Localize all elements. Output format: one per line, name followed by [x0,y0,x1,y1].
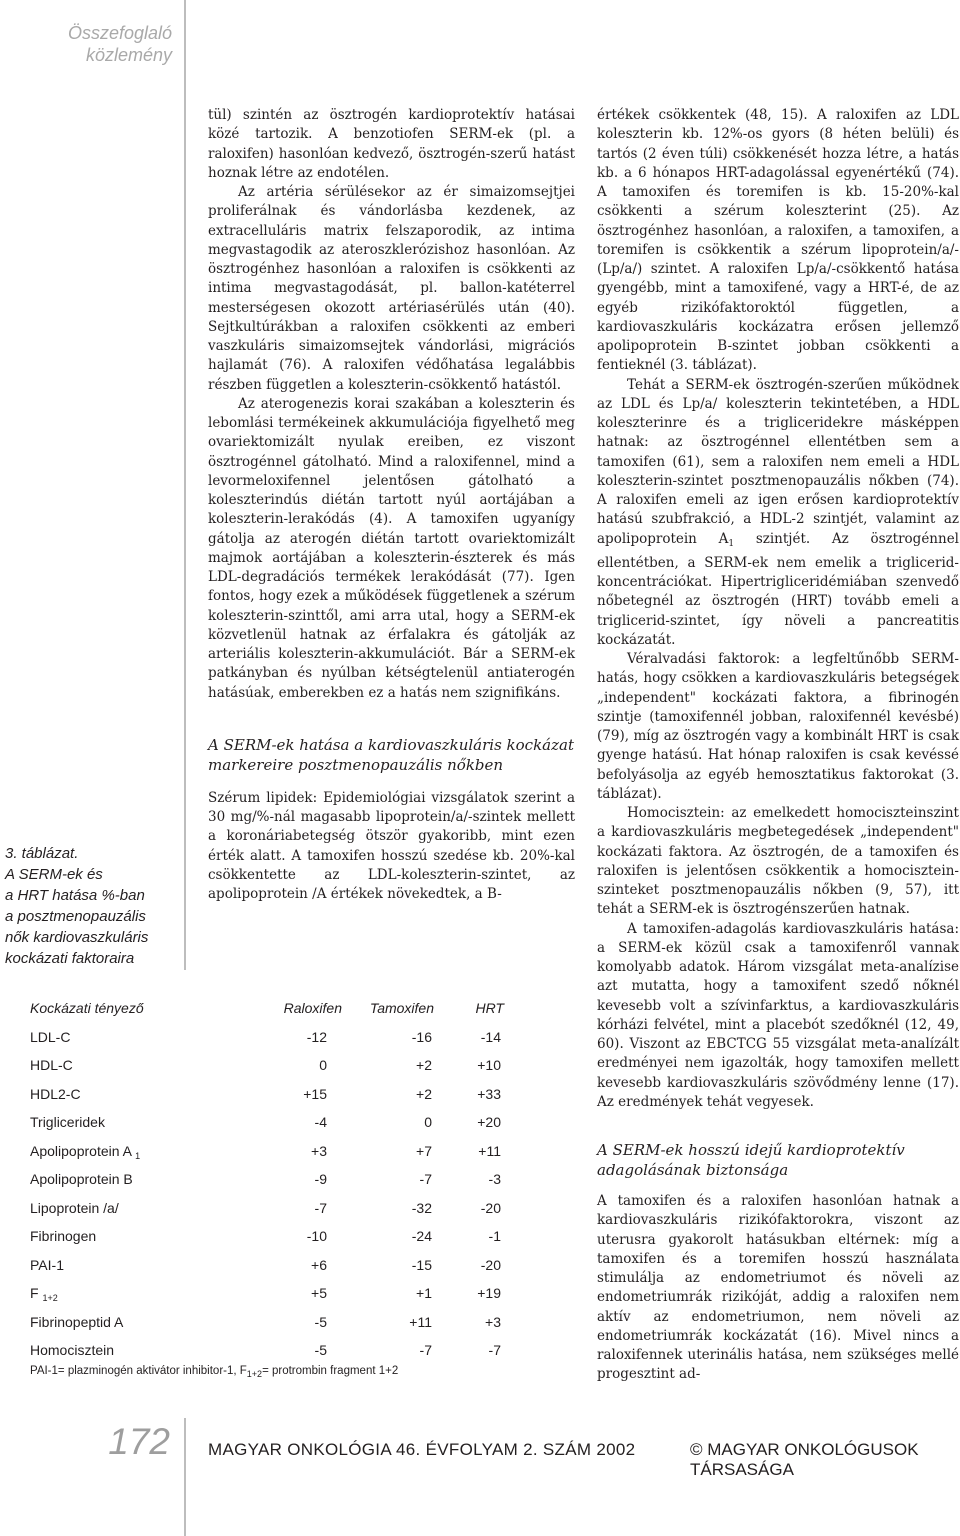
table-cell-tamoxifen [412,1222,432,1251]
table-cell-factor-text: Apolipoprotein B [30,1171,133,1187]
table-body [30,1023,512,1365]
table-row [30,1023,512,1052]
table-cell-hrt-text: -20 [480,1256,501,1273]
section-heading: A SERM-ek hosszú idejű kardioprotektív adagolásának biztonsága [597,1141,905,1179]
table-cell-factor [30,1023,70,1052]
table-caption-line: 3. táblázat. [5,845,79,862]
table-cell-raloxifen [307,1023,327,1052]
article-column-right [597,106,959,1385]
table-header-row [30,994,512,1023]
page-number: 172 [108,1421,170,1462]
table-header-cell: Kockázati tényező [30,1000,144,1016]
table-cell-tamoxifen [420,1165,432,1194]
table-cell-tamoxifen [424,1108,432,1137]
table-cell-tamoxifen [416,1051,432,1080]
table-cell-factor [30,1165,133,1194]
table-cell-raloxifen-text: -5 [314,1342,327,1358]
table-cell-tamoxifen [416,1279,432,1308]
subscript: 1+2 [42,1293,58,1303]
table-cell-factor-text: Trigliceridek [30,1114,105,1130]
table-cell-factor-text: LDL-C [30,1028,71,1045]
paragraph: Az artéria sérülésekor az ér simaizomsejtjei proliferálnak és vándorlásba kezdenek, az extracelluláris matrix felszaporodik, az intima megvastagodik az ateroszklerózishoz hasonlóan. Az ösztrogénhez hasonlóan a raloxifen is csökkenti az intima megvastagodását, pl. ballon-katéterrel mesterségesen okozott artériasérülés után (40). Sejtkultúrákban a raloxifen csökkenti az emberi vaszkuláris simaizomsejtek vándorlási, migrációs hajlamát (76). A raloxifen védőhatása legalábbis részben független a koleszterin-csökkentő hatástól. [208,184,575,393]
table-cell-factor [30,1108,105,1137]
table-cell-tamoxifen-text: 0 [424,1114,432,1130]
table-cell-hrt [477,1051,501,1080]
margin-rule-top [184,0,186,970]
paragraph: Véralvadási faktorok: a legfeltűnőbb SERM-hatás, hogy csökken a kardiovaszkuláris betegségek „independent" kockázati faktora, a fibrinogén szintje (tamoxifennél jobban, raloxifennél kevésbé) (79), míg az ösztrogén vagy a kombinált HRT is csak gyenge hatású. Hat hónap raloxifen is csak kevéssé befolyásolja az egyéb hemosztatikus faktorokat (3. táblázat). [597,651,959,802]
section-label-line2: közlemény [85,45,172,65]
paragraph-text: Tehát a SERM-ek ösztrogén-szerűen működnek az LDL és Lp/a/ koleszterin tekintetében, a HDL koleszterinre és a trigliceridekre másképpen hatnak: az ösztrogénnel ellentétben sem a tamoxifen (61), sem a raloxifen nem emeli a HDL koleszterin-szintet posztmenopauzális nőkben (74). A raloxifen emeli az igen erősen kardioprotektív hatású szubfrakció, a HDL-2 szintjét, valamint az apolipoprotein A [597,376,959,547]
table-row [30,1080,512,1109]
table-cell-factor [30,1080,81,1109]
risk-factor-table [30,994,512,1365]
paragraph: Szérum lipidek: Epidemiológiai vizsgálatok szerint a 30 mg/%-nál magasabb lipoprotein/a/-szintek mellett a koronáriabetegség ötször gyakoribb, mint ezen érték alatt. A tamoxifen hosszú szedése kb. 20%-kal csökkentette az LDL-koleszterin-szintet, az apolipoprotein /A értékek növekedtek, a B- [208,789,575,902]
table-cell-tamoxifen-text: +7 [416,1142,432,1159]
table-cell-tamoxifen [416,1080,432,1109]
subscript: 1+2 [246,1369,263,1379]
table-cell-tamoxifen-text: -32 [411,1199,432,1216]
table-cell-hrt [489,1222,501,1251]
table-cell-tamoxifen [416,1137,432,1166]
section-label [0,22,172,66]
table-caption-line: nők kardiovaszkuláris [5,929,149,946]
table-cell-raloxifen [315,1165,327,1194]
table-row [30,1194,512,1223]
table-header-cell: Raloxifen [283,1000,342,1016]
table-cell-tamoxifen [420,1336,432,1365]
table-header-cell: HRT [475,1000,504,1016]
table-cell-factor-text: HDL2-C [30,1085,81,1102]
table-row [30,1137,512,1166]
section-label-line1: Összefoglaló [67,23,172,43]
paragraph: értékek csökkentek (48, 15). A raloxifen az LDL koleszterin kb. 12%-os gyors (8 héten belüli) és tartós (2 éven túli) csökkenését hozza létre, a hatás kb. a 6 hónapos HRT-adagolással egyenértékű (74). A tamoxifen és toremifen is kb. 15-20%-kal csökkenti a szérum koleszterint (25). Az ösztrogénhez hasonlóan, a raloxifen, a tamoxifen, a toremifen is csökkentik a szérum lipoprotein/a/- (Lp/a/) szintet. A raloxifen Lp/a/-csökkentő hatása gyengébb, mint a tamoxifené, vagy a HRT-é, de az egyéb rizikófaktoroktól független, a kardiovaszkuláris kockázatra erősen jellemző apolipoprotein B-szintet jobban csökkenti a fentieknél (3. táblázat). [597,107,959,374]
table-cell-factor [30,1251,64,1280]
table-cell-hrt-text: +20 [477,1114,501,1130]
table-row [30,1308,512,1337]
table-cell-raloxifen-text: -12 [306,1028,327,1045]
table-cell-tamoxifen [409,1308,432,1337]
table-cell-factor [30,1051,73,1080]
footnote-text: = protrombin fragment 1+2 [262,1365,399,1377]
table-cell-raloxifen [311,1251,327,1280]
table-cell-raloxifen-text: -9 [314,1171,327,1187]
table-cell-hrt-text: +19 [477,1285,501,1301]
table-cell-factor [30,1336,114,1365]
paragraph-text: szintjét. Az ösztrogénnel ellentétben, a SERM-ek nem emelik a triglicerid-koncentrációkat. Hipertrigliceridémiában szenvedő nőbetegnél az ösztrogén (HRT) tovább emeli a triglicerid-szintet, így növeli a pancreatitis kockázatát. [597,530,960,648]
article-column-middle [208,106,575,904]
table-row [30,1222,512,1251]
table-cell-hrt-text: -7 [488,1342,501,1358]
table-row [30,1051,512,1080]
table-cell-raloxifen-text: -5 [314,1313,327,1330]
table-cell-factor-text: Lipoprotein /a/ [30,1199,119,1216]
table-cell-hrt [481,1023,501,1052]
table-cell-tamoxifen [412,1023,432,1052]
table-cell-factor-text: F [30,1285,39,1301]
table-cell-hrt [485,1308,501,1337]
table-caption [5,843,173,969]
table-cell-hrt [477,1279,501,1308]
margin-rule-footer [184,1418,186,1536]
subscript: 1 [135,1150,141,1161]
paragraph [597,376,959,651]
table-cell-hrt-text: +3 [485,1313,501,1330]
copyright-footer: © MAGYAR ONKOLÓGUSOK TÁRSASÁGA [690,1440,919,1479]
table-cell-raloxifen-text: +3 [311,1142,327,1159]
subscript: 1 [728,538,735,549]
table-cell-raloxifen [315,1308,327,1337]
table-cell-factor [30,1222,96,1251]
table-row [30,1108,512,1137]
table-cell-tamoxifen-text: -24 [411,1228,432,1244]
table-cell-tamoxifen-text: +2 [416,1057,432,1073]
paragraph: A tamoxifen és a raloxifen hasonlóan hatnak a kardiovaszkuláris rizikófaktorokra, viszont az uterusra gyakorolt hatásukban eltérnek: míg a tamoxifen és a toremifen hosszú használata stimulálja az endometriumot és növeli az endometriumrák rizikóját, addig a raloxifen nem aktív az endometriumon, nem növeli az endometriumrák kockázatát (16). Mivel nincs a raloxifennek uterinális hatása, nem szükséges mellé progesztint ad- [597,1193,959,1383]
paragraph: Az aterogenezis korai szakában a koleszterin és lebomlási termékeinek akkumulációja figyelhető meg ovariektomizált nyulak ereiben, ez viszont ösztrogénnel gátolható. Mind a raloxifennel, mind a levormeloxifennel jelentősen gátolható a koleszterindús diétán tartott nyúl aortájában a koleszterin-lerakódás (4). A tamoxifen ugyanígy gátolja az aterogén diétán tartott ovariektomizált majmok aortájában a koleszterin-észterek és más LDL-degradációs termékek lerakódását (77). Igen fontos, hogy ezek a működések függetlenek a szérum koleszterin-szinttől, ami arra utal, hogy a SERM-ek közvetlenül hatnak az érfalakra és gátolják az arteriális koleszterin-akkumulációt. Bár a SERM-ek patkányban és nyúlban kétségtelenül antiaterogén hatásúak, emberekben ez a hatás nem szignifikáns. [208,395,575,701]
table-cell-factor-text: PAI-1 [30,1256,64,1273]
table-cell-raloxifen-text: -4 [314,1114,327,1130]
paragraph: tül) szintén az ösztrogén kardioprotektív hatásai közé tartozik. A benzotiofen SERM-ek (pl. a raloxifen) hasonlóan kedvező, ösztrogén-szerű hatást hoznak létre az endotélen. [208,107,575,181]
table-cell-hrt-text: +33 [477,1085,501,1102]
table-header-cell: Tamoxifen [369,1000,434,1016]
table-cell-raloxifen [315,1194,327,1223]
paragraph: Homocisztein: az emelkedett homociszteinszint a kardiovaszkuláris megbetegedések „independent" kockázati faktora. Az ösztrogén, de a tamoxifen és raloxifen is jelentősen csökkentik a homocisztein-szinteket posztmenopauzális nőkben (9, 57), itt tehát a SERM-ek is ösztrogénszerűen hatnak. [597,805,959,918]
table-cell-hrt [481,1194,501,1223]
table-cell-raloxifen [311,1279,327,1308]
table-cell-raloxifen-text: -10 [306,1228,327,1244]
table-cell-raloxifen [303,1080,327,1109]
table-cell-tamoxifen-text: -7 [419,1342,432,1358]
table-cell-tamoxifen-text: -15 [411,1256,432,1273]
table-row [30,1251,512,1280]
table-cell-tamoxifen-text: -16 [411,1028,432,1045]
table-cell-hrt [478,1137,501,1166]
table-cell-raloxifen [311,1137,327,1166]
table-cell-tamoxifen-text: +11 [409,1313,432,1330]
table-cell-tamoxifen-text: +2 [416,1085,432,1102]
table-cell-hrt [477,1108,501,1137]
table-cell-hrt [477,1080,501,1109]
table-cell-factor-text: Fibrinopeptid A [30,1313,124,1330]
table-cell-hrt [481,1251,501,1280]
table-caption-line: a posztmenopauzális [5,908,146,925]
table-cell-hrt-text: -3 [488,1171,501,1187]
table-cell-raloxifen [315,1108,327,1137]
table-cell-factor [30,1308,123,1337]
table-cell-tamoxifen-text: -7 [419,1171,432,1187]
table-cell-factor [30,1194,119,1223]
table-cell-hrt [489,1165,501,1194]
table-cell-hrt-text: -14 [480,1028,501,1045]
table-row [30,1165,512,1194]
paragraph: A tamoxifen-adagolás kardiovaszkuláris hatása: a SERM-ek közül csak a tamoxifenről vannak komolyabb adatok. Három vizsgálat meta-analízise azt mutatta, hogy a tamoxifent szedő nőknél kevesebb volt a szívinfarktus, a kardiovaszkuláris kórházi felvétel, mint a placebót szedőknél (12, 49, 60). Viszont az EBCTCG 55 vizsgálat meta-analízált eredményei nem igazolták, hogy tamoxifen mellett kevesebb kardiovaszkuláris szövődmény lenne (17). Az eredmények tehát vegyesek. [597,920,959,1110]
table-row [30,1279,512,1308]
table-cell-raloxifen [319,1051,327,1080]
table-cell-hrt-text: +10 [477,1057,501,1073]
journal-footer: MAGYAR ONKOLÓGIA 46. ÉVFOLYAM 2. SZÁM 2002 [208,1440,636,1459]
table-cell-raloxifen-text: 0 [319,1057,327,1073]
table-cell-tamoxifen-text: +1 [416,1285,432,1301]
table-cell-tamoxifen [412,1194,432,1223]
footnote-text: PAI-1= plazminogén aktivátor inhibitor-1, F [30,1365,247,1377]
table-cell-factor-text: Homocisztein [30,1342,115,1358]
table-cell-hrt-text: +11 [478,1142,501,1159]
table-caption-line: a HRT hatása %-ban [5,887,145,904]
table-cell-hrt-text: -1 [488,1228,501,1244]
table-cell-raloxifen [307,1222,327,1251]
table-cell-raloxifen-text: +15 [303,1085,327,1102]
table-cell-raloxifen-text: -7 [314,1199,327,1216]
table-cell-raloxifen-text: +5 [311,1285,327,1301]
table-cell-factor-text: Fibrinogen [30,1228,97,1244]
table-cell-raloxifen [315,1336,327,1365]
table-caption-line: kockázati faktoraira [5,950,135,967]
table-caption-line: A SERM-ek és [5,866,103,883]
table-cell-hrt [489,1336,501,1365]
table-cell-tamoxifen [412,1251,432,1280]
table-cell-hrt-text: -20 [480,1199,501,1216]
table-footnote [30,1365,550,1379]
table-cell-factor-text: HDL-C [30,1057,73,1073]
table-cell-factor-text: Apolipoprotein A [30,1142,132,1159]
table-cell-raloxifen-text: +6 [311,1256,327,1273]
section-heading: A SERM-ek hatása a kardiovaszkuláris kockázat markereire posztmenopauzális nőkben [208,735,574,774]
table-row [30,1336,512,1365]
